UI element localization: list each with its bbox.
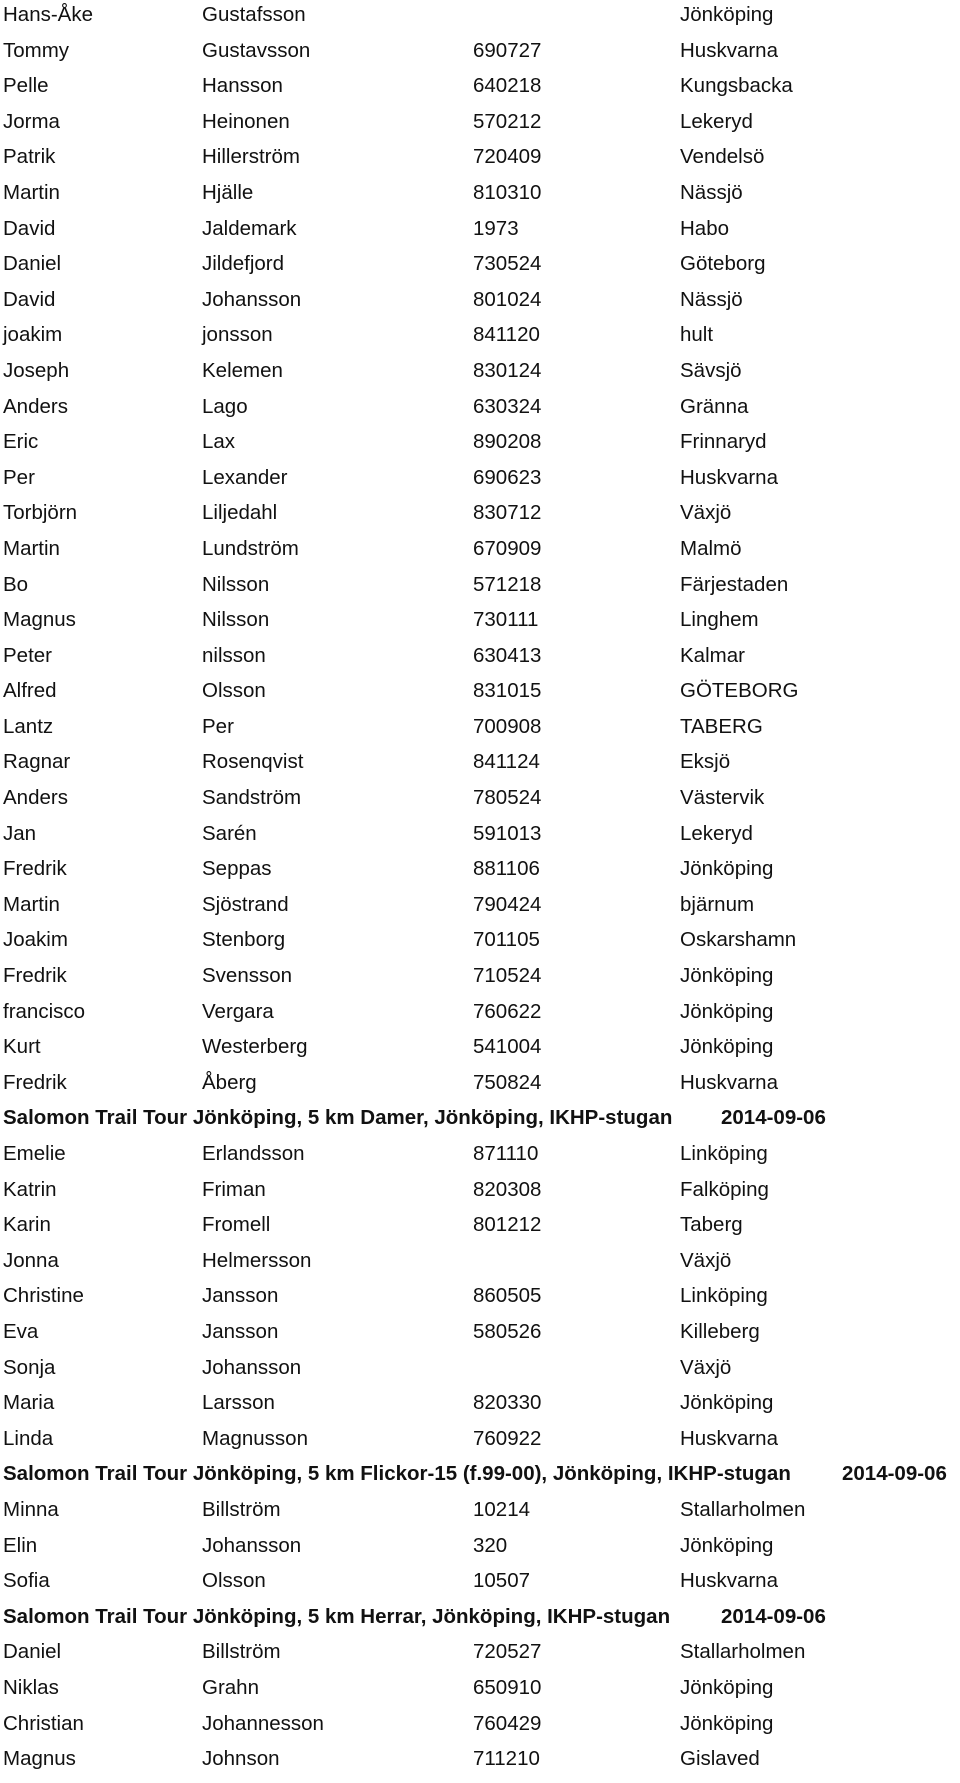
birth-code-cell: 801212 [473, 1213, 542, 1237]
first-name-cell: Joseph [3, 358, 70, 382]
last-name-cell: Svensson [202, 964, 293, 988]
birth-code-cell: 890208 [473, 430, 542, 454]
first-name-cell: Daniel [3, 252, 62, 276]
first-name-cell: Martin [3, 892, 60, 916]
city-cell: Habo [680, 216, 730, 240]
last-name-cell: Liljedahl [202, 501, 278, 525]
section-date: 2014-09-06 [721, 1106, 826, 1130]
city-cell: Jönköping [680, 1533, 774, 1557]
birth-code-cell: 690727 [473, 38, 542, 62]
last-name-cell: Jansson [202, 1319, 279, 1343]
birth-code-cell: 701105 [473, 928, 540, 952]
participant-row [3, 1709, 958, 1745]
participant-row [3, 1175, 958, 1211]
last-name-cell: Sjöstrand [202, 892, 289, 916]
participant-row [3, 427, 958, 463]
last-name-cell: Westerberg [202, 1035, 308, 1059]
participant-row [3, 249, 958, 285]
birth-code-cell: 711210 [473, 1747, 540, 1771]
city-cell: Lekeryd [680, 109, 753, 133]
last-name-cell: Vergara [202, 999, 274, 1023]
section-header [3, 1103, 958, 1139]
birth-code-cell: 841124 [473, 750, 540, 774]
city-cell: Linghem [680, 608, 759, 632]
city-cell: Vendelsö [680, 145, 765, 169]
first-name-cell: Lantz [3, 714, 54, 738]
participant-row [3, 854, 958, 890]
city-cell: Falköping [680, 1177, 769, 1201]
city-cell: Växjö [680, 1355, 732, 1379]
last-name-cell: Jansson [202, 1284, 279, 1308]
last-name-cell: Hillerström [202, 145, 300, 169]
birth-code-cell: 710524 [473, 964, 542, 988]
participant-row [3, 320, 958, 356]
participant-row [3, 1353, 958, 1389]
last-name-cell: Nilsson [202, 572, 270, 596]
birth-code-cell: 860505 [473, 1284, 542, 1308]
city-cell: Frinnaryd [680, 430, 767, 454]
participant-row [3, 142, 958, 178]
participant-row [3, 1566, 958, 1602]
city-cell: Växjö [680, 1248, 732, 1272]
section-header [3, 1602, 958, 1638]
city-cell: Jönköping [680, 1391, 774, 1415]
first-name-cell: Eric [3, 430, 39, 454]
last-name-cell: Heinonen [202, 109, 290, 133]
first-name-cell: Fredrik [3, 857, 67, 881]
city-cell: Växjö [680, 501, 732, 525]
last-name-cell: Lax [202, 430, 236, 454]
city-cell: Sävsjö [680, 358, 742, 382]
last-name-cell: Fromell [202, 1213, 271, 1237]
last-name-cell: nilsson [202, 643, 266, 667]
first-name-cell: Jonna [3, 1248, 59, 1272]
city-cell: Kalmar [680, 643, 745, 667]
last-name-cell: Gustafsson [202, 3, 306, 26]
city-cell: Jönköping [680, 1711, 774, 1735]
birth-code-cell: 760429 [473, 1711, 542, 1735]
first-name-cell: Emelie [3, 1142, 66, 1165]
first-name-cell: Jorma [3, 109, 60, 133]
last-name-cell: Billström [202, 1640, 281, 1664]
last-name-cell: Lago [202, 394, 248, 418]
participant-row [3, 1210, 958, 1246]
city-cell: Huskvarna [680, 1426, 778, 1450]
city-cell: Kungsbacka [680, 74, 793, 98]
birth-code-cell: 730111 [473, 608, 539, 632]
first-name-cell: Hans-Åke [3, 3, 94, 26]
city-cell: Jönköping [680, 999, 774, 1023]
last-name-cell: Johnson [202, 1747, 280, 1771]
participant-row [3, 1281, 958, 1317]
participant-row [3, 107, 958, 143]
city-cell: Jönköping [680, 1675, 774, 1699]
city-cell: Stallarholmen [680, 1497, 806, 1521]
first-name-cell: Joakim [3, 928, 68, 952]
last-name-cell: Billström [202, 1497, 281, 1521]
birth-code-cell: 750824 [473, 1070, 542, 1094]
participant-row [3, 783, 958, 819]
birth-code-cell: 820330 [473, 1391, 542, 1415]
birth-code-cell: 871110 [473, 1142, 539, 1165]
last-name-cell: Sarén [202, 821, 257, 845]
birth-code-cell: 810310 [473, 180, 542, 204]
last-name-cell: Magnusson [202, 1426, 308, 1450]
birth-code-cell: 831015 [473, 679, 542, 703]
city-cell: Huskvarna [680, 38, 778, 62]
last-name-cell: Hansson [202, 74, 283, 98]
birth-code-cell: 841120 [473, 323, 540, 347]
city-cell: bjärnum [680, 892, 755, 916]
participant-row [3, 605, 958, 641]
last-name-cell: Johansson [202, 1355, 302, 1379]
birth-code-cell: 720409 [473, 145, 542, 169]
birth-code-cell: 801024 [473, 287, 542, 311]
birth-code-cell: 700908 [473, 714, 542, 738]
first-name-cell: Maria [3, 1391, 55, 1415]
participant-row [3, 36, 958, 72]
last-name-cell: Johannesson [202, 1711, 324, 1735]
participant-row [3, 925, 958, 961]
participant-row [3, 819, 958, 855]
first-name-cell: Patrik [3, 145, 56, 169]
first-name-cell: Magnus [3, 608, 76, 632]
participant-row [3, 997, 958, 1033]
first-name-cell: Sonja [3, 1355, 56, 1379]
participant-row [3, 214, 958, 250]
last-name-cell: Kelemen [202, 358, 283, 382]
first-name-cell: joakim [3, 323, 63, 347]
birth-code-cell: 650910 [473, 1675, 542, 1699]
last-name-cell: Grahn [202, 1675, 259, 1699]
participant-row [3, 1744, 958, 1780]
last-name-cell: Åberg [202, 1070, 257, 1094]
birth-code-cell: 630413 [473, 643, 542, 667]
last-name-cell: Sandström [202, 786, 302, 810]
city-cell: Lekeryd [680, 821, 753, 845]
birth-code-cell: 780524 [473, 786, 542, 810]
section-date: 2014-09-06 [842, 1462, 947, 1486]
first-name-cell: Linda [3, 1426, 54, 1450]
city-cell: Jönköping [680, 3, 774, 26]
section-title: Salomon Trail Tour Jönköping, 5 km Herrar, Jönköping, IKHP-stugan [3, 1604, 671, 1628]
participant-row [3, 1388, 958, 1424]
first-name-cell: Pelle [3, 74, 49, 98]
participant-row [3, 392, 958, 428]
participant-row [3, 641, 958, 677]
first-name-cell: Alfred [3, 679, 57, 703]
city-cell: Stallarholmen [680, 1640, 806, 1664]
birth-code-cell: 820308 [473, 1177, 542, 1201]
first-name-cell: David [3, 287, 56, 311]
participant-row [3, 1424, 958, 1460]
last-name-cell: Jaldemark [202, 216, 297, 240]
last-name-cell: Larsson [202, 1391, 275, 1415]
city-cell: hult [680, 323, 714, 347]
first-name-cell: Niklas [3, 1675, 59, 1699]
first-name-cell: Martin [3, 536, 60, 560]
city-cell: Taberg [680, 1213, 743, 1237]
city-cell: Huskvarna [680, 1569, 778, 1593]
birth-code-cell: 320 [473, 1533, 508, 1557]
city-cell: Gränna [680, 394, 749, 418]
last-name-cell: Helmersson [202, 1248, 312, 1272]
city-cell: Färjestaden [680, 572, 789, 596]
city-cell: Linköping [680, 1284, 768, 1308]
results-sheet [3, 0, 958, 1780]
birth-code-cell: 720527 [473, 1640, 542, 1664]
birth-code-cell: 830124 [473, 358, 542, 382]
first-name-cell: Fredrik [3, 964, 67, 988]
participant-row [3, 712, 958, 748]
participant-row [3, 1032, 958, 1068]
first-name-cell: Ragnar [3, 750, 71, 774]
participant-row [3, 1673, 958, 1709]
last-name-cell: Lundström [202, 536, 299, 560]
first-name-cell: Eva [3, 1319, 39, 1343]
last-name-cell: Seppas [202, 857, 272, 881]
last-name-cell: Erlandsson [202, 1142, 305, 1165]
participant-row [3, 1139, 958, 1175]
city-cell: Killeberg [680, 1319, 760, 1343]
participant-row [3, 1317, 958, 1353]
last-name-cell: Johansson [202, 1533, 302, 1557]
city-cell: Oskarshamn [680, 928, 797, 952]
participant-row [3, 1495, 958, 1531]
city-cell: Eksjö [680, 750, 731, 774]
last-name-cell: jonsson [202, 323, 273, 347]
last-name-cell: Stenborg [202, 928, 286, 952]
first-name-cell: Katrin [3, 1177, 57, 1201]
participant-row [3, 747, 958, 783]
last-name-cell: Hjälle [202, 180, 254, 204]
last-name-cell: Johansson [202, 287, 302, 311]
first-name-cell: Christian [3, 1711, 84, 1735]
birth-code-cell: 1973 [473, 216, 519, 240]
participant-row [3, 178, 958, 214]
birth-code-cell: 580526 [473, 1319, 542, 1343]
last-name-cell: Gustavsson [202, 38, 311, 62]
first-name-cell: Martin [3, 180, 60, 204]
birth-code-cell: 760922 [473, 1426, 542, 1450]
birth-code-cell: 571218 [473, 572, 542, 596]
city-cell: Linköping [680, 1142, 768, 1165]
participant-row [3, 0, 958, 36]
participant-row [3, 534, 958, 570]
city-cell: Huskvarna [680, 465, 778, 489]
first-name-cell: Tommy [3, 38, 70, 62]
last-name-cell: Nilsson [202, 608, 270, 632]
birth-code-cell: 541004 [473, 1035, 542, 1059]
participant-row [3, 570, 958, 606]
last-name-cell: Friman [202, 1177, 266, 1201]
birth-code-cell: 730524 [473, 252, 542, 276]
birth-code-cell: 790424 [473, 892, 542, 916]
first-name-cell: Anders [3, 394, 68, 418]
participant-row [3, 1246, 958, 1282]
birth-code-cell: 591013 [473, 821, 542, 845]
first-name-cell: Minna [3, 1497, 59, 1521]
city-cell: TABERG [680, 714, 763, 738]
city-cell: Göteborg [680, 252, 766, 276]
first-name-cell: Elin [3, 1533, 38, 1557]
section-date: 2014-09-06 [721, 1604, 826, 1628]
participant-row [3, 463, 958, 499]
city-cell: Jönköping [680, 964, 774, 988]
last-name-cell: Olsson [202, 1569, 266, 1593]
participant-row [3, 1531, 958, 1567]
first-name-cell: Karin [3, 1213, 51, 1237]
birth-code-cell: 10507 [473, 1569, 531, 1593]
first-name-cell: Christine [3, 1284, 84, 1308]
first-name-cell: Fredrik [3, 1070, 67, 1094]
city-cell: Västervik [680, 786, 765, 810]
city-cell: Nässjö [680, 180, 743, 204]
last-name-cell: Lexander [202, 465, 288, 489]
participant-row [3, 676, 958, 712]
first-name-cell: Jan [3, 821, 37, 845]
participant-row [3, 1637, 958, 1673]
first-name-cell: David [3, 216, 56, 240]
section-title: Salomon Trail Tour Jönköping, 5 km Flickor-15 (f.99-00), Jönköping, IKHP-stugan [3, 1462, 791, 1486]
birth-code-cell: 830712 [473, 501, 542, 525]
birth-code-cell: 760622 [473, 999, 542, 1023]
first-name-cell: Bo [3, 572, 29, 596]
city-cell: Nässjö [680, 287, 743, 311]
participant-row [3, 285, 958, 321]
first-name-cell: Magnus [3, 1747, 76, 1771]
birth-code-cell: 640218 [473, 74, 542, 98]
participant-row [3, 961, 958, 997]
city-cell: Malmö [680, 536, 742, 560]
city-cell: Jönköping [680, 1035, 774, 1059]
first-name-cell: Kurt [3, 1035, 41, 1059]
city-cell: Huskvarna [680, 1070, 778, 1094]
section-title: Salomon Trail Tour Jönköping, 5 km Damer, Jönköping, IKHP-stugan [3, 1106, 673, 1130]
participant-row [3, 356, 958, 392]
first-name-cell: Anders [3, 786, 68, 810]
first-name-cell: francisco [3, 999, 86, 1023]
birth-code-cell: 10214 [473, 1497, 531, 1521]
city-cell: GÖTEBORG [680, 679, 799, 703]
section-header [3, 1459, 958, 1495]
birth-code-cell: 570212 [473, 109, 542, 133]
participant-row [3, 498, 958, 534]
first-name-cell: Sofia [3, 1569, 50, 1593]
participant-row [3, 1068, 958, 1104]
birth-code-cell: 670909 [473, 536, 542, 560]
first-name-cell: Peter [3, 643, 52, 667]
city-cell: Gislaved [680, 1747, 760, 1771]
birth-code-cell: 630324 [473, 394, 542, 418]
last-name-cell: Rosenqvist [202, 750, 304, 774]
first-name-cell: Daniel [3, 1640, 62, 1664]
last-name-cell: Per [202, 714, 234, 738]
last-name-cell: Olsson [202, 679, 266, 703]
first-name-cell: Torbjörn [3, 501, 78, 525]
participant-row [3, 71, 958, 107]
last-name-cell: Jildefjord [202, 252, 285, 276]
birth-code-cell: 690623 [473, 465, 542, 489]
participant-row [3, 890, 958, 926]
city-cell: Jönköping [680, 857, 774, 881]
birth-code-cell: 881106 [473, 857, 540, 881]
first-name-cell: Per [3, 465, 35, 489]
